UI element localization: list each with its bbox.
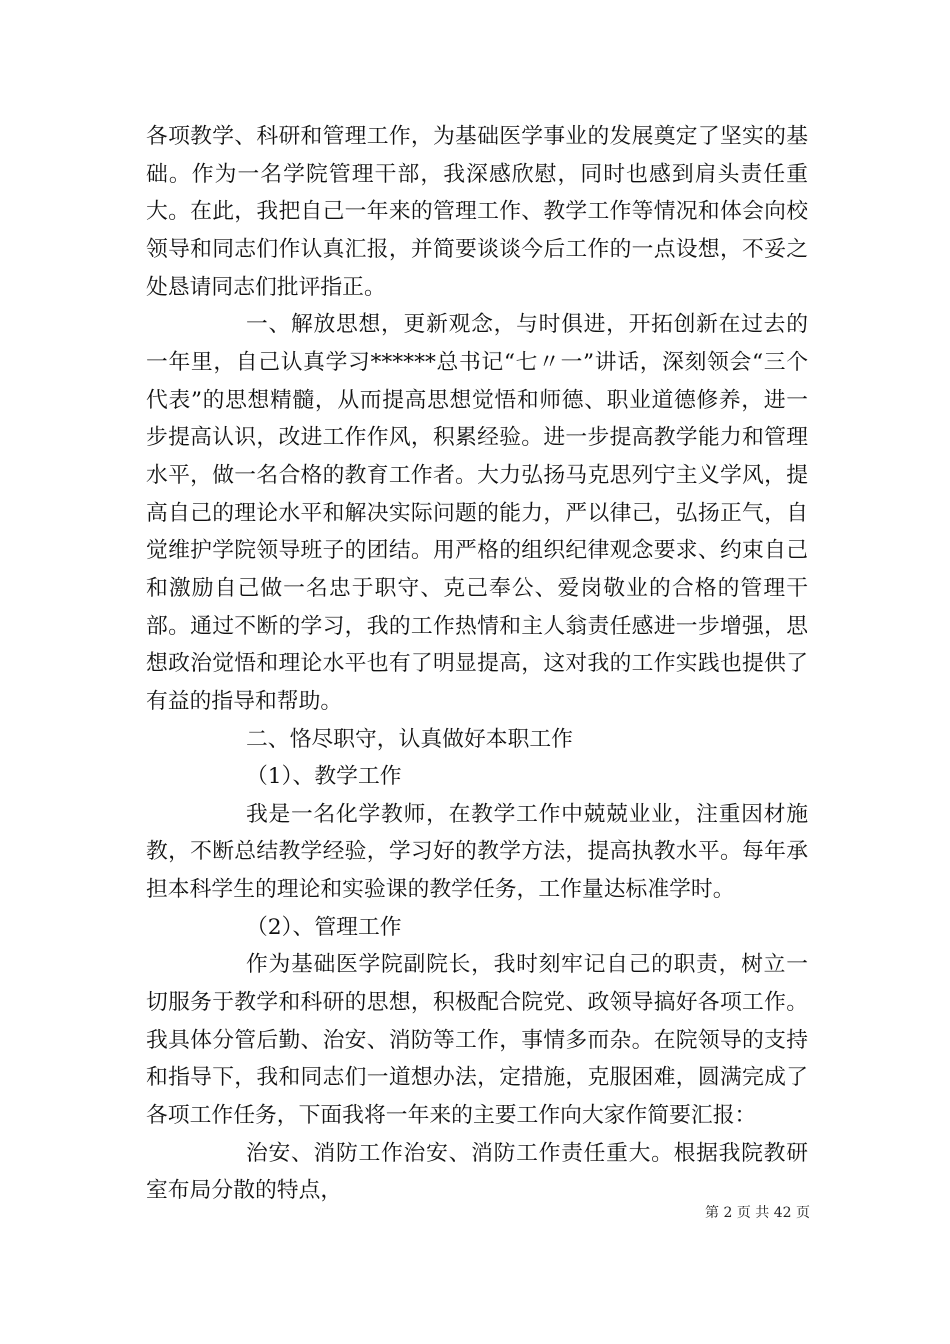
paragraph-management: 作为基础医学院副院长，我时刻牢记自己的职责，树立一切服务于教学和科研的思想，积极配合院党、政领导搞好各项工作。我具体分管后勤、治安、消防等工作，事情多而杂。在院领导的支持和指导下，我和同志们一道想办法，定措施，克服困难，圆满完成了各项工作任务，下面我将一年来的主要工作向大家作简要汇报： bbox=[146, 952, 808, 1129]
section-two-heading: 二、恪尽职守，认真做好本职工作 bbox=[246, 726, 573, 752]
body-text bbox=[146, 118, 808, 1210]
paragraph-teaching: 我是一名化学教师，在教学工作中兢兢业业，注重因材施教，不断总结教学经验，学习好的教学方法，提高执教水平。每年承担本科学生的理论和实验课的教学任务，工作量达标准学时。 bbox=[146, 801, 808, 903]
subsection-management-heading: （2）、管理工作 bbox=[246, 914, 402, 940]
paragraph-section-one: 一、解放思想，更新观念，与时俱进，开拓创新在过去的一年里，自己认真学习******总书记“七〃一”讲话，深刻领会“三个代表”的思想精髓，从而提高思想觉悟和师德、职业道德修养，进一步提高认识，改进工作作风，积累经验。进一步提高教学能力和管理水平，做一名合格的教育工作者。大力弘扬马克思列宁主义学风，提高自己的理论水平和解决实际问题的能力，严以律己，弘扬正气，自觉维护学院领导班子的团结。用严格的组织纪律观念要求、约束自己和激励自己做一名忠于职守、克己奉公、爱岗敬业的合格的管理干部。通过不断的学习，我的工作热情和主人翁责任感进一步增强，思想政治觉悟和理论水平也有了明显提高，这对我的工作实践也提供了有益的指导和帮助。 bbox=[146, 312, 808, 714]
paragraph-security-fire: 治安、消防工作治安、消防工作责任重大。根据我院教研室布局分散的特点， bbox=[146, 1140, 808, 1204]
subsection-teaching-heading: （1）、教学工作 bbox=[246, 764, 402, 790]
page-number-footer: 第 2 页 共 42 页 bbox=[705, 1205, 810, 1221]
paragraph-intro: 各项教学、科研和管理工作，为基础医学事业的发展奠定了坚实的基础。作为一名学院管理干部，我深感欣慰，同时也感到肩头责任重大。在此，我把自己一年来的管理工作、教学工作等情况和体会向校领导和同志们作认真汇报，并简要谈谈今后工作的一点设想，不妥之处恳请同志们批评指正。 bbox=[146, 124, 808, 300]
